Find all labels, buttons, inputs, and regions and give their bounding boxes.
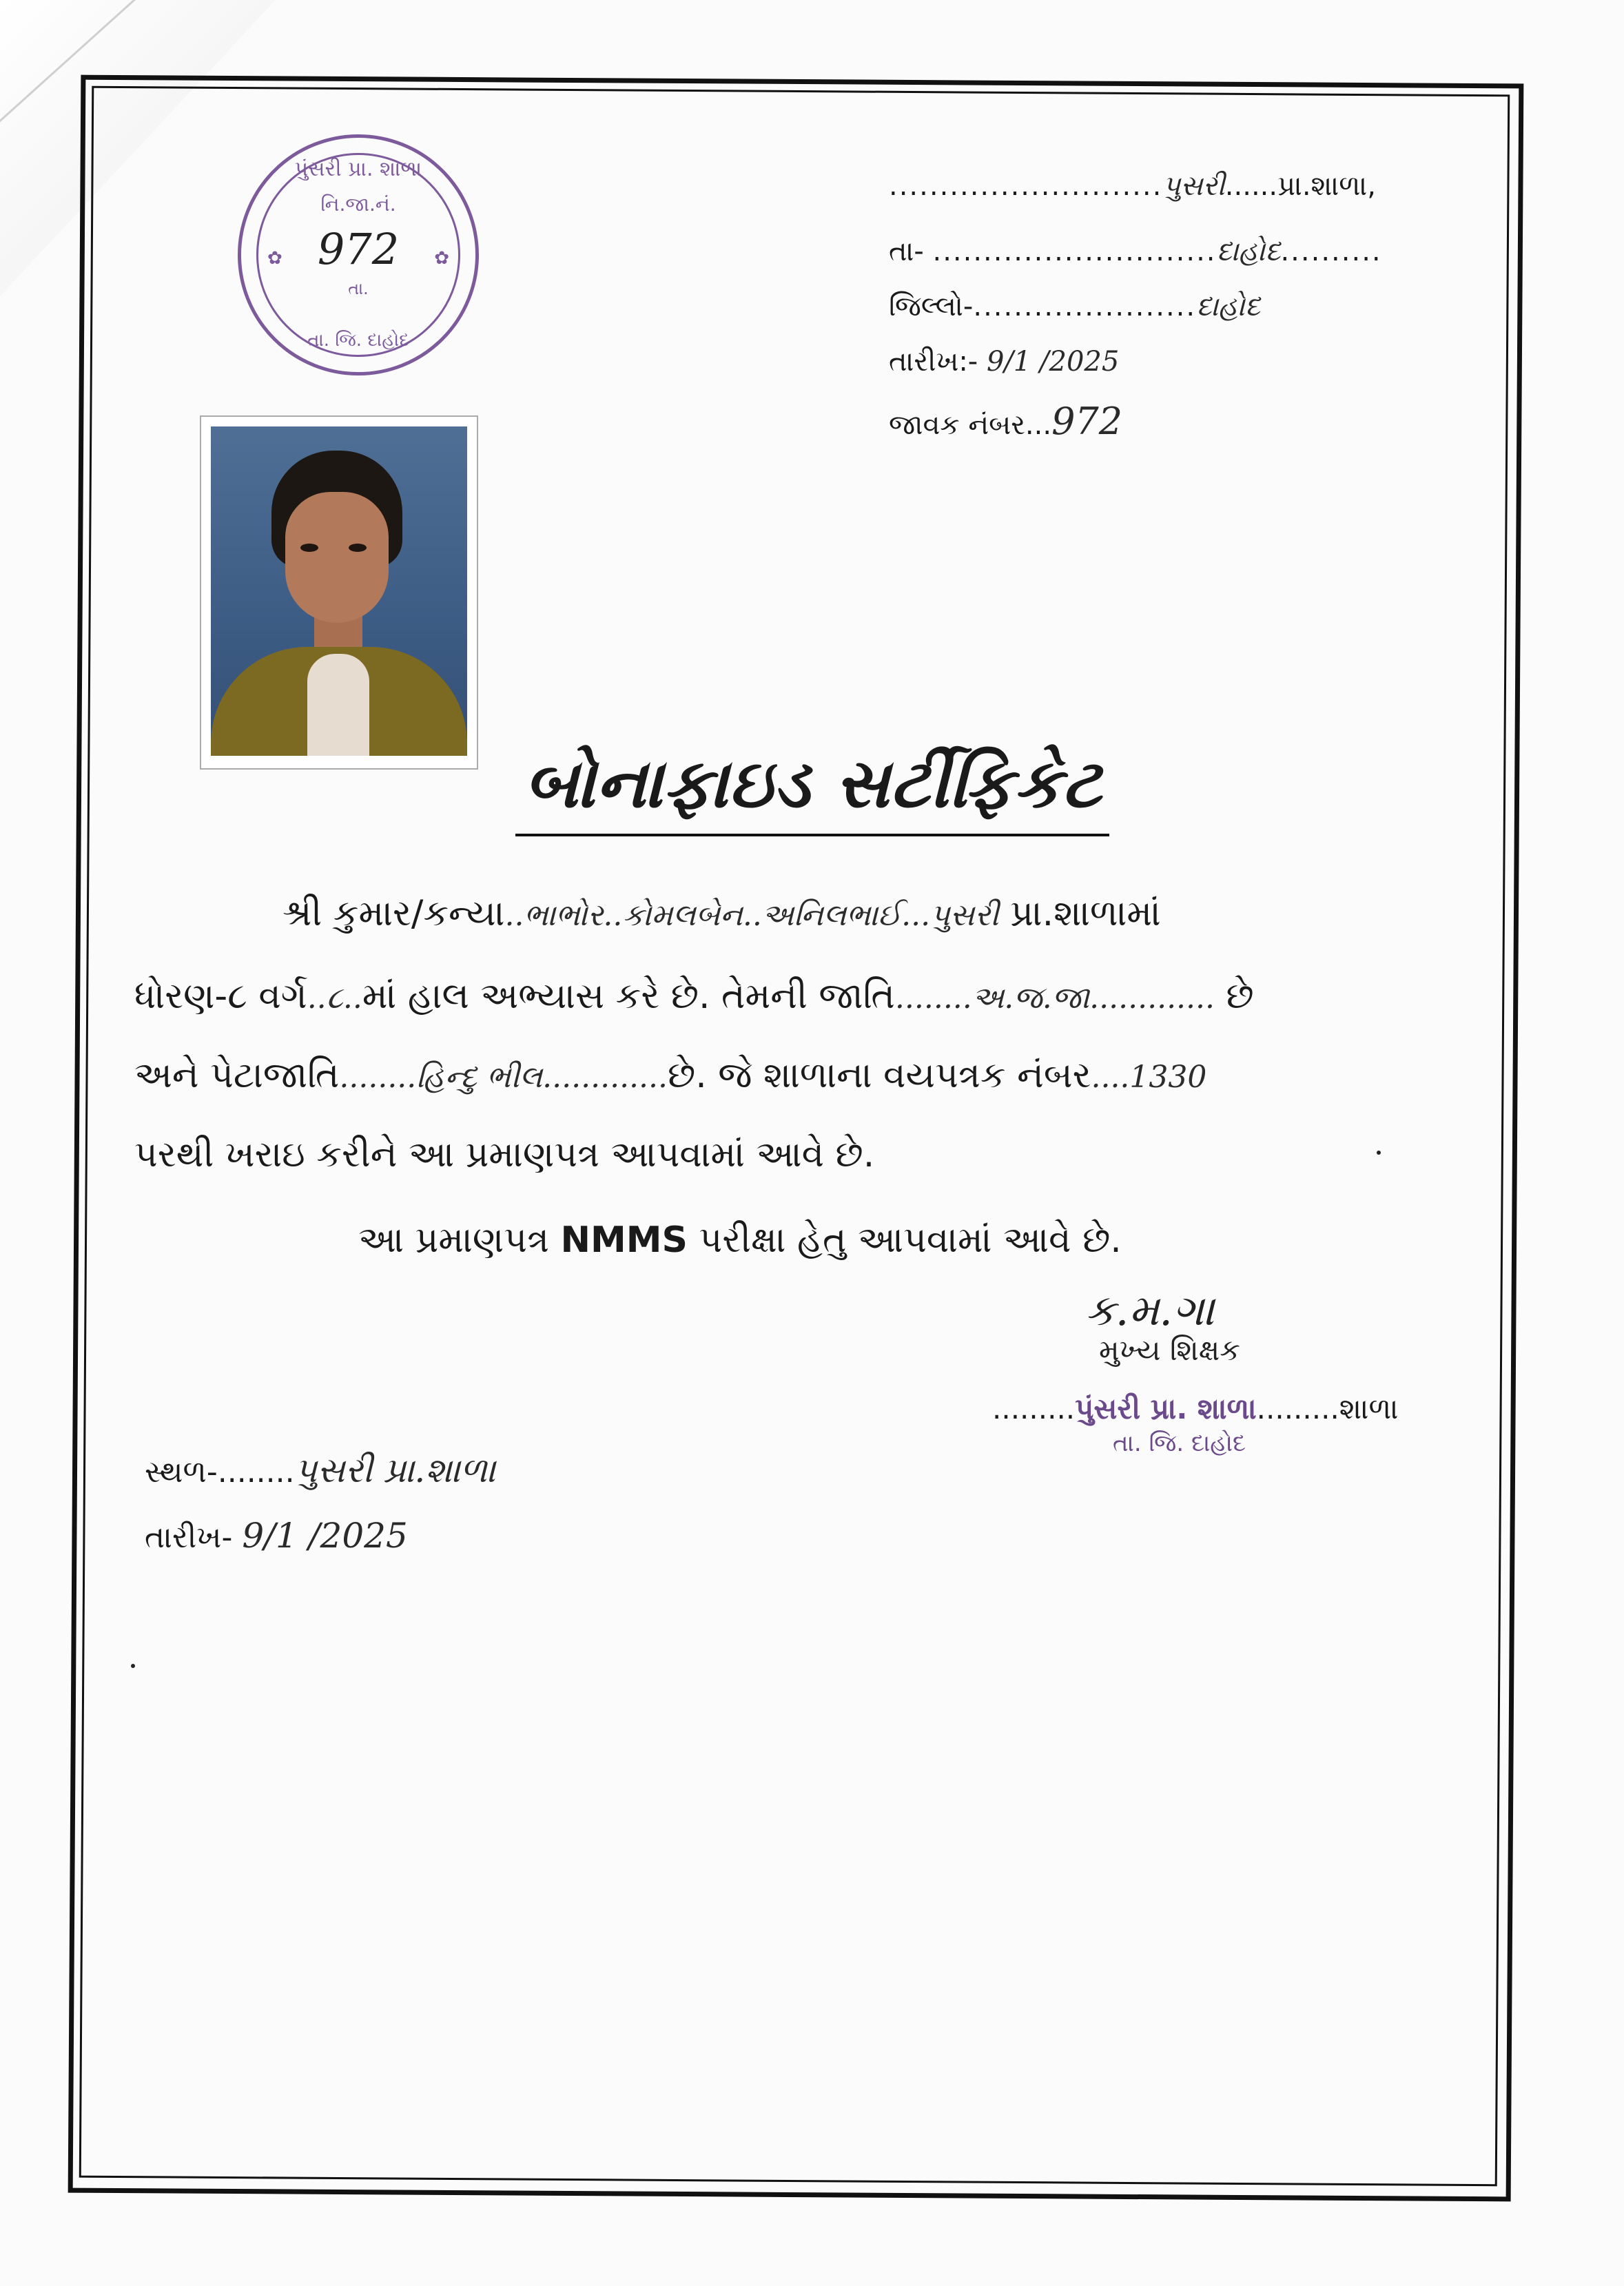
seal-bottom-text: તા. જિ. દાહોદ	[307, 330, 409, 351]
subcaste-value: ........હિન્દુ ભીલ.............	[339, 1060, 668, 1095]
seal-reg-label: નિ.જા.નં.	[320, 193, 396, 216]
place-value: પુસરી પ્રા.શાળા	[294, 1450, 496, 1490]
header-outward-line: જાવક નંબર...972	[889, 400, 1123, 443]
school-stamp: પુંસરી પ્રા. શાળા	[1075, 1392, 1257, 1425]
school-name-fill: પુસરી	[930, 898, 999, 933]
seal-ta-label: તા.	[348, 279, 369, 298]
seal-number: 972	[317, 224, 400, 274]
seal-flower-icon: ✿	[434, 248, 449, 269]
header-date-value: 9/1 /2025	[986, 346, 1120, 378]
footer-date-value: 9/1 /2025	[242, 1516, 408, 1556]
class-value: ..૮..	[307, 980, 362, 1016]
school-stamp-sub: તા. જિ. દાહોદ	[1113, 1430, 1246, 1457]
body-line-3: અને પેટાજાતિ........હિન્દુ ભીલ.............છે. જે શાળાના વયપત્રક નંબર....1330	[134, 1055, 1207, 1096]
header-district-line: જિલ્લો-......................દાહોદ	[889, 291, 1261, 322]
title-underline	[515, 834, 1109, 836]
school-name-value: પુસરી	[1162, 170, 1225, 202]
place-line: સ્થળ-........પુસરી પ્રા.શાળા	[145, 1450, 496, 1490]
header-date-line: તારીખ:- 9/1 /2025	[889, 346, 1120, 378]
caste-value: ........અ.જ.જા.............	[894, 980, 1215, 1016]
header-school-line: ...........................પુસરી......પ્રા.શાળા,	[889, 170, 1376, 202]
certificate-title: બોનાફાઇડ સર્ટીફિકેટ	[524, 744, 1102, 823]
headmaster-title: મુખ્ય શિક્ષક	[1099, 1333, 1240, 1367]
body-line-4: પરથી ખરાઇ કરીને આ પ્રમાણપત્ર આપવામાં આવે છે.	[134, 1134, 875, 1175]
nmms-note: આ પ્રમાણપત્ર NMMS પરીક્ષા હેતુ આપવામાં આવે છે.	[358, 1219, 1122, 1261]
ink-speck	[131, 1664, 135, 1668]
header-taluka-line: તા- ............................દાહોદ..........	[889, 236, 1382, 267]
outward-number-value: 972	[1051, 400, 1123, 443]
taluka-value: દાહોદ	[1216, 236, 1281, 267]
seal-top-text: પુંસરી પ્રા. શાળા	[294, 157, 422, 181]
school-seal	[238, 134, 479, 375]
seal-flower-icon: ✿	[267, 248, 282, 269]
student-photo	[201, 417, 477, 768]
headmaster-signature: ક.મ.ગા	[1085, 1285, 1215, 1335]
exam-name: NMMS	[560, 1219, 688, 1261]
register-number-value: ....1330	[1091, 1060, 1207, 1095]
footer-date-line: તારીખ- 9/1 /2025	[145, 1516, 408, 1556]
student-name-value: ..ભાભોર..કોમલબેન..અનિલભાઈ...	[504, 898, 931, 933]
body-line-1: શ્રી કુમાર/કન્યા..ભાભોર..કોમલબેન..અનિલભાઈ...પુસરી પ્રા.શાળામાં	[282, 893, 1161, 934]
body-line-2: ધોરણ-૮ વર્ગ..૮..માં હાલ અભ્યાસ કરે છે. તેમની જાતિ........અ.જ.જા............. છે	[134, 976, 1254, 1017]
school-stamp-line: .........પુંસરી પ્રા. શાળા.........શાળા	[992, 1392, 1399, 1425]
ink-speck	[1377, 1151, 1381, 1155]
district-value: દાહોદ	[1196, 291, 1261, 322]
